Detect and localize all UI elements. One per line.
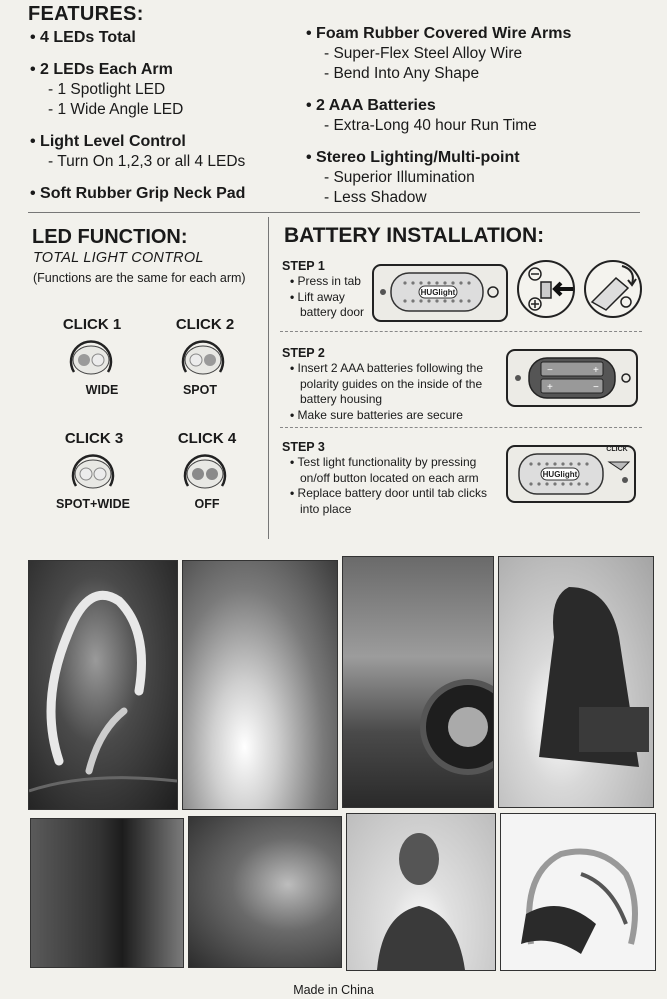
photo-woman-laptop	[498, 556, 654, 808]
click-4-label: CLICK 4	[177, 430, 237, 447]
click-3-mode: SPOT+WIDE	[56, 497, 130, 511]
photo-man-tire	[342, 556, 494, 808]
features-right-column	[306, 24, 626, 208]
battery-heading: BATTERY INSTALLATION:	[284, 224, 545, 247]
feature-item: • 4 LEDs Total	[30, 28, 280, 48]
battery-door-diagram	[371, 261, 511, 323]
feature-item: • 2 AAA Batteries	[306, 96, 626, 116]
photo-man-outdoors	[30, 818, 184, 968]
feature-sub: - Super-Flex Steel Alloy Wire	[324, 45, 523, 62]
man-figure-image	[347, 814, 495, 970]
step-3-title: STEP 3	[282, 440, 325, 454]
feature-item: • Light Level Control	[30, 132, 280, 152]
led-wide-icon	[66, 338, 116, 378]
brand-logo: HUGlight	[542, 470, 578, 479]
step-1-title: STEP 1	[282, 259, 325, 273]
led-spot-icon	[178, 338, 228, 378]
svg-text:−: −	[547, 365, 553, 376]
photo-product-closeup	[28, 560, 178, 810]
tire-image	[343, 557, 493, 807]
click-1-label: CLICK 1	[62, 316, 122, 333]
feature-item: • Foam Rubber Covered Wire Arms	[306, 24, 626, 44]
feature-sub: - 1 Wide Angle LED	[48, 101, 184, 118]
feature-item: • Soft Rubber Grip Neck Pad	[30, 184, 280, 204]
step-separator	[280, 331, 642, 332]
section-divider	[28, 212, 640, 213]
step-bullet: • Press in tab	[290, 274, 370, 290]
feature-sub: - Turn On 1,2,3 or all 4 LEDs	[48, 153, 246, 170]
step-2-text	[290, 361, 502, 423]
step-separator	[280, 427, 642, 428]
photo-woman-reading	[182, 560, 338, 810]
step-1-text	[290, 274, 370, 321]
photo-man-wearing-light	[346, 813, 496, 971]
step-2-title: STEP 2	[282, 346, 325, 360]
step-bullet: • Test light functionality by pressing on/off button located on each arm	[290, 455, 490, 486]
step-bullet: • Make sure batteries are secure	[290, 408, 502, 424]
click-4-mode: OFF	[194, 497, 220, 511]
photo-woman-drafting	[188, 816, 342, 968]
battery-insert-diagram	[505, 346, 639, 410]
step-bullet: • Insert 2 AAA batteries following the polarity guides on the inside of the battery housing	[290, 361, 502, 408]
feature-sub: - Less Shadow	[324, 189, 427, 206]
feature-item: • Stereo Lighting/Multi-point	[306, 148, 626, 168]
feature-sub: - 1 Spotlight LED	[48, 81, 166, 98]
click-3-label: CLICK 3	[64, 430, 124, 447]
photo-product-standing	[500, 813, 656, 971]
led-function-subheading: TOTAL LIGHT CONTROL	[33, 250, 204, 266]
click-2-label: CLICK 2	[175, 316, 235, 333]
feature-sub: - Bend Into Any Shape	[324, 65, 480, 82]
click-sound-label: CLICK	[606, 446, 628, 453]
brand-logo: HUGlight	[420, 288, 456, 297]
step-bullet: • Lift away battery door	[290, 290, 370, 321]
feature-sub: - Superior Illumination	[324, 169, 475, 186]
battery-close-diagram	[505, 440, 643, 506]
hug-light-standing-image	[501, 814, 655, 970]
led-spot-wide-icon	[68, 452, 118, 492]
svg-text:+: +	[547, 382, 553, 393]
hug-light-product-image	[29, 561, 177, 809]
led-function-note: (Functions are the same for each arm)	[33, 271, 246, 285]
feature-item: • 2 LEDs Each Arm	[30, 60, 280, 80]
features-heading: FEATURES:	[28, 3, 144, 25]
column-divider	[268, 217, 269, 539]
svg-text:−: −	[593, 382, 599, 393]
lift-door-diagram	[582, 258, 644, 320]
led-function-heading: LED FUNCTION:	[32, 226, 188, 248]
feature-sub: - Extra-Long 40 hour Run Time	[324, 117, 537, 134]
click-1-mode: WIDE	[85, 383, 119, 397]
made-in-label: Made in China	[293, 983, 374, 997]
led-off-icon	[180, 452, 230, 492]
features-left-column	[30, 28, 280, 204]
step-3-text	[290, 455, 490, 517]
press-tab-diagram	[515, 258, 577, 320]
click-2-mode: SPOT	[182, 383, 218, 397]
laptop-image	[499, 557, 653, 807]
step-bullet: • Replace battery door until tab clicks into place	[290, 486, 490, 517]
svg-text:+: +	[593, 365, 599, 376]
